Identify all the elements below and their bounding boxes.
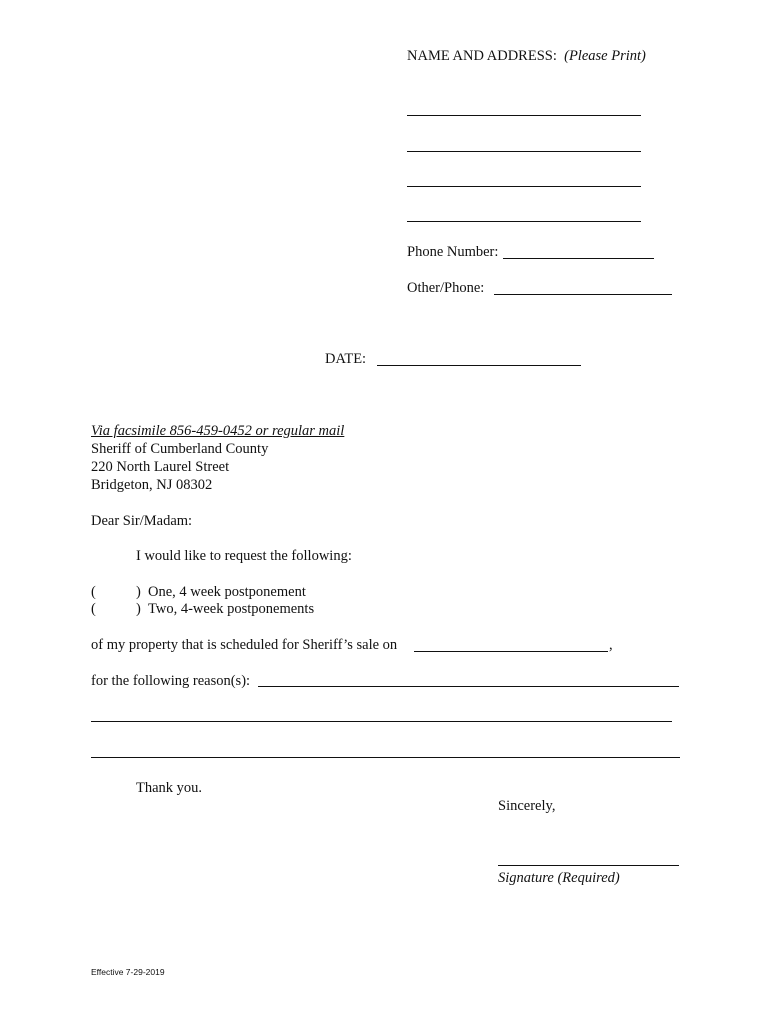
effective-date: Effective 7-29-2019: [91, 967, 165, 977]
date-field[interactable]: [377, 365, 581, 366]
thank-you: Thank you.: [136, 780, 203, 796]
option-two-close-paren: ): [136, 601, 141, 617]
salutation: Dear Sir/Madam:: [91, 513, 193, 529]
recipient-name: Sheriff of Cumberland County: [91, 441, 269, 457]
address-line-4[interactable]: [407, 221, 641, 222]
date-label: DATE:: [325, 351, 367, 367]
phone-number-field[interactable]: [503, 258, 654, 259]
reasons-label: for the following reason(s):: [91, 673, 251, 689]
signature-line[interactable]: [498, 865, 679, 866]
reason-line-1[interactable]: [258, 686, 679, 687]
name-address-heading: [407, 47, 646, 65]
option-two-label: Two, 4-week postponements: [148, 601, 315, 617]
option-one-label: One, 4 week postponement: [148, 584, 306, 600]
please-print-note: (Please Print): [564, 48, 646, 64]
reason-line-3[interactable]: [91, 757, 680, 758]
other-phone-label: Other/Phone:: [407, 280, 485, 296]
option-one-close-paren: ): [136, 584, 141, 600]
option-one-open-paren: (: [91, 584, 96, 600]
name-address-label: NAME AND ADDRESS:: [407, 48, 557, 64]
signature-label: Signature (Required): [498, 870, 620, 886]
sale-date-comma: ,: [609, 637, 613, 653]
option-two-open-paren: (: [91, 601, 96, 617]
recipient-street: 220 North Laurel Street: [91, 459, 230, 475]
recipient-city: Bridgeton, NJ 08302: [91, 477, 213, 493]
address-line-1[interactable]: [407, 115, 641, 116]
other-phone-field[interactable]: [494, 294, 672, 295]
request-text: I would like to request the following:: [136, 548, 352, 564]
reason-line-2[interactable]: [91, 721, 672, 722]
address-line-3[interactable]: [407, 186, 641, 187]
phone-number-label: Phone Number:: [407, 244, 499, 260]
property-sale-text: of my property that is scheduled for Sheriff’s sale on: [91, 637, 398, 653]
address-line-2[interactable]: [407, 151, 641, 152]
delivery-method: Via facsimile 856-459-0452 or regular mail: [91, 423, 345, 439]
closing: Sincerely,: [498, 798, 556, 814]
sale-date-field[interactable]: [414, 651, 608, 652]
